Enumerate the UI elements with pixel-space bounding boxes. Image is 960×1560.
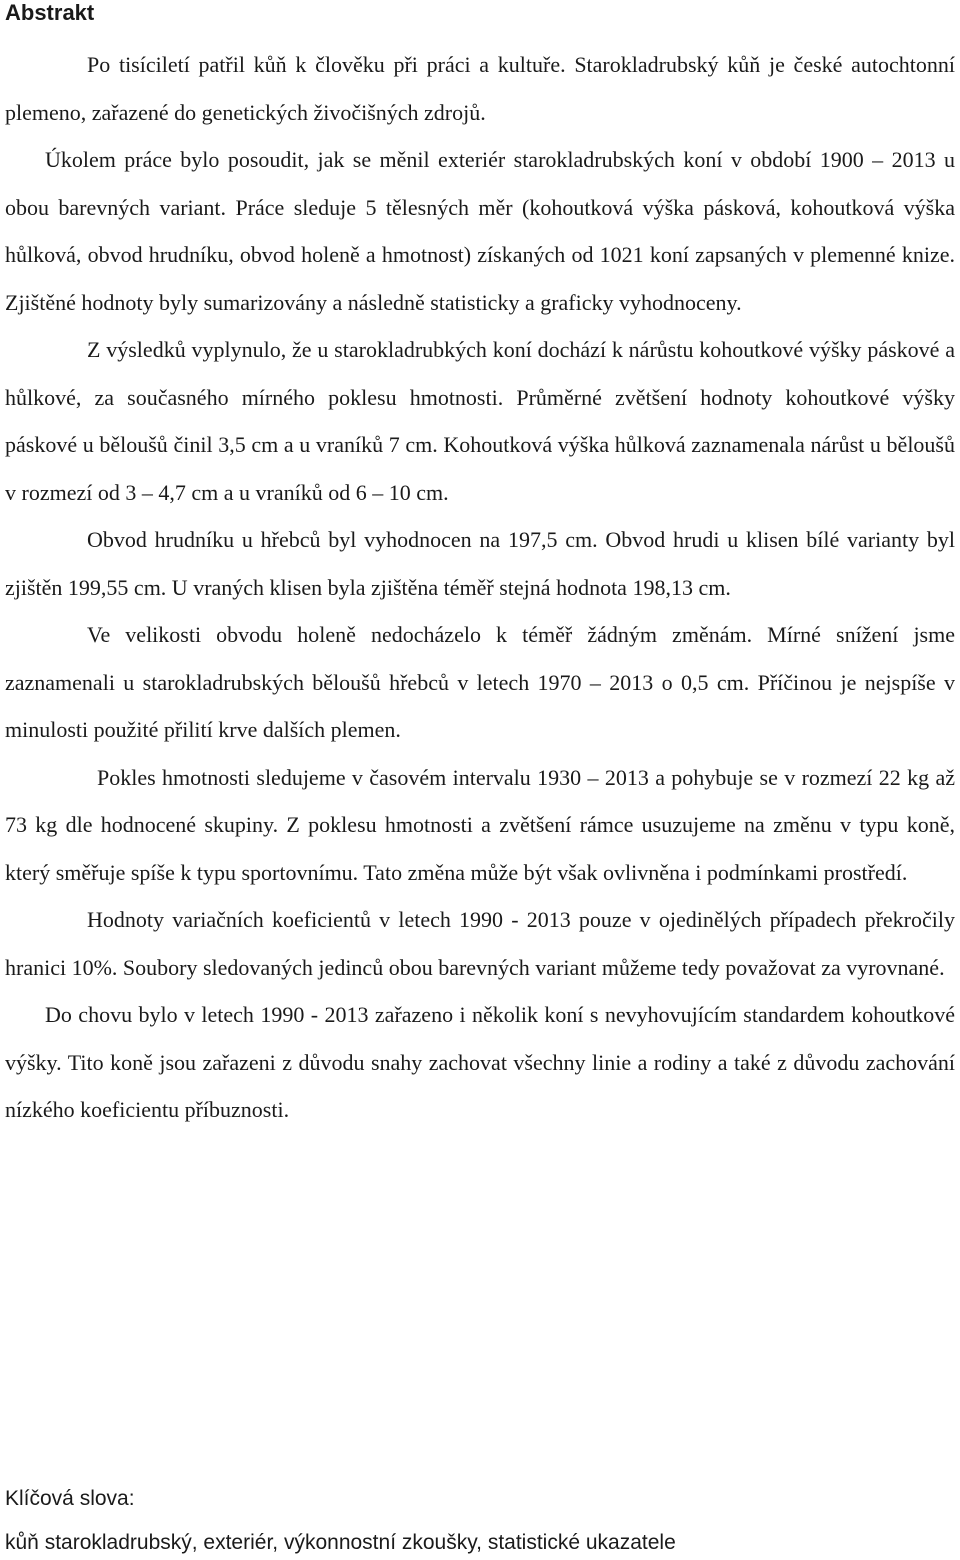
keywords-text: kůň starokladrubský, exteriér, výkonnostní zkoušky, statistické ukazatele bbox=[5, 1531, 676, 1554]
abstract-heading: Abstrakt bbox=[5, 0, 95, 25]
paragraph-2: Úkolem práce bylo posoudit, jak se měnil exteriér starokladrubských koní v období 1900 – 2013 u obou barevných variant. Práce sleduje 5 tělesných měr (kohoutková výška pásková, kohoutková výška hůlková, obvod hrudníku, obvod holeně a hmotnost) získaných od 1021 koní zapsaných v plemenné knize. Zjištěné hodnoty byly sumarizovány a následně statisticky a graficky vyhodnoceny. bbox=[5, 147, 955, 315]
abstract-page bbox=[5, 0, 955, 1134]
paragraph-8: Do chovu bylo v letech 1990 - 2013 zařazeno i několik koní s nevyhovujícím standardem kohoutkové výšky. Tito koně jsou zařazeni z důvodu snahy zachovat všechny linie a rodiny a také z důvodu zachování nízkého koeficientu příbuznosti. bbox=[5, 1002, 955, 1122]
paragraph-6: Pokles hmotnosti sledujeme v časovém intervalu 1930 – 2013 a pohybuje se v rozmezí 22 kg až 73 kg dle hodnocené skupiny. Z poklesu hmotnosti a zvětšení rámce usuzujeme na změnu v typu koně, který směřuje spíše k typu sportovnímu. Tato změna může být však ovlivněna i podmínkami prostředí. bbox=[5, 764, 955, 885]
paragraph-4: Obvod hrudníku u hřebců byl vyhodnocen na 197,5 cm. Obvod hrudi u klisen bílé varianty byl zjištěn 199,55 cm. U vraných klisen byla zjištěna téměř stejná hodnota 198,13 cm. bbox=[5, 527, 955, 600]
paragraph-3: Z výsledků vyplynulo, že u starokladrubkých koní dochází k nárůstu kohoutkové výšky páskové a hůlkové, za současného mírného poklesu hmotnosti. Průměrné zvětšení hodnoty kohoutkové výšky páskové u běloušů činil 3,5 cm a u vraníků 7 cm. Kohoutková výška hůlková zaznamenala nárůst u běloušů v rozmezí od 3 – 4,7 cm a u vraníků od 6 – 10 cm. bbox=[5, 337, 955, 505]
keywords-label: Klíčová slova: bbox=[5, 1487, 135, 1510]
paragraph-5: Ve velikosti obvodu holeně nedocházelo k téměř žádným změnám. Mírné snížení jsme zaznamenali u starokladrubských běloušů hřebců v letech 1970 – 2013 o 0,5 cm. Příčinou je nejspíše v minulosti použité přilití krve dalších plemen. bbox=[5, 622, 955, 742]
paragraph-1: Po tisíciletí patřil kůň k člověku při práci a kultuře. Starokladrubský kůň je české autochtonní plemeno, zařazené do genetických živočišných zdrojů. bbox=[5, 52, 955, 125]
paragraph-7: Hodnoty variačních koeficientů v letech 1990 - 2013 pouze v ojedinělých případech překročily hranici 10%. Soubory sledovaných jedinců obou barevných variant můžeme tedy považovat za vyrovnané. bbox=[5, 907, 955, 980]
